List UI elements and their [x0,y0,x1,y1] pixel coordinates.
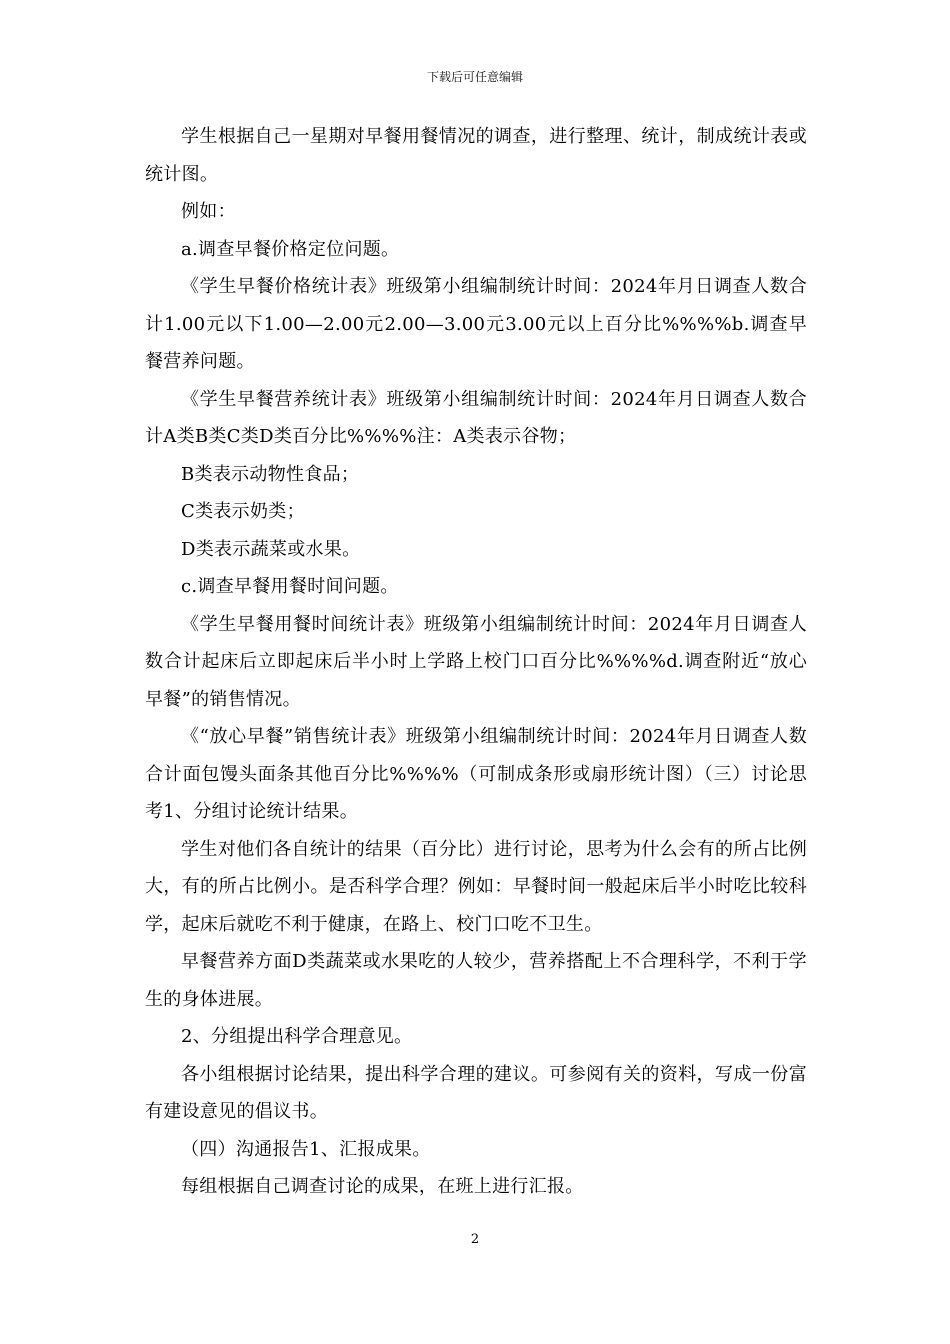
paragraph-sales-table: 《“放心早餐”销售统计表》班级第小组编制统计时间：2024年月日调查人数合计面包馒头面条其他百分比%%%%（可制成条形或扇形统计图）（三）讨论思考1、分组讨论统计结果。 [145,726,807,822]
paragraph-nutrition-table: 《学生早餐营养统计表》班级第小组编制统计时间：2024年月日调查人数合计A类B类C类D类百分比%%%%注：A类表示谷物； [145,388,807,447]
document-body [145,118,807,1206]
paragraph-class-d: D类表示蔬菜或水果。 [181,538,361,560]
paragraph-section-4: （四）沟通报告1、汇报成果。 [181,1138,431,1160]
paragraph-discussion: 学生对他们各自统计的结果（百分比）进行讨论，思考为什么会有的所占比例大，有的所占比例小。是否科学合理？例如：早餐时间一般起床后半小时吃比较科学，起床后就吃不利于健康，在路上、校门口吃不卫生。 [145,838,807,935]
paragraph-nutrition-note: 早餐营养方面D类蔬菜或水果吃的人较少，营养搭配上不合理科学，不利于学生的身体进展。 [145,951,807,1010]
page-number: 2 [470,1232,480,1247]
paragraph-price-table: 《学生早餐价格统计表》班级第小组编制统计时间：2024年月日调查人数合计1.00元以下1.00—2.00元2.00—3.00元3.00元以上百分比%%%%b.调查早餐营养问题。 [145,276,807,372]
paragraph-step-2: 2、分组提出科学合理意见。 [181,1026,413,1047]
page-header: 下载后可任意编辑 [426,70,523,84]
paragraph-example: 例如： [181,201,236,222]
paragraph-item-a: a.调查早餐价格定位问题。 [181,238,400,260]
paragraph-suggestions: 各小组根据讨论结果，提出科学合理的建议。可参阅有关的资料，写成一份富有建设意见的倡议书。 [145,1063,807,1122]
paragraph-class-c: C类表示奶类； [181,501,305,522]
paragraph-item-c: c.调查早餐用餐时间问题。 [181,576,399,597]
paragraph-time-table: 《学生早餐用餐时间统计表》班级第小组编制统计时间：2024年月日调查人数合计起床后立即起床后半小时上学路上校门口百分比%%%%d.调查附近“放心早餐”的销售情况。 [145,613,807,710]
paragraph-class-b: B类表示动物性食品； [181,463,360,485]
paragraph-report: 每组根据自己调查讨论的成果，在班上进行汇报。 [181,1176,584,1197]
paragraph-intro: 学生根据自己一星期对早餐用餐情况的调查，进行整理、统计，制成统计表或统计图。 [145,126,807,185]
